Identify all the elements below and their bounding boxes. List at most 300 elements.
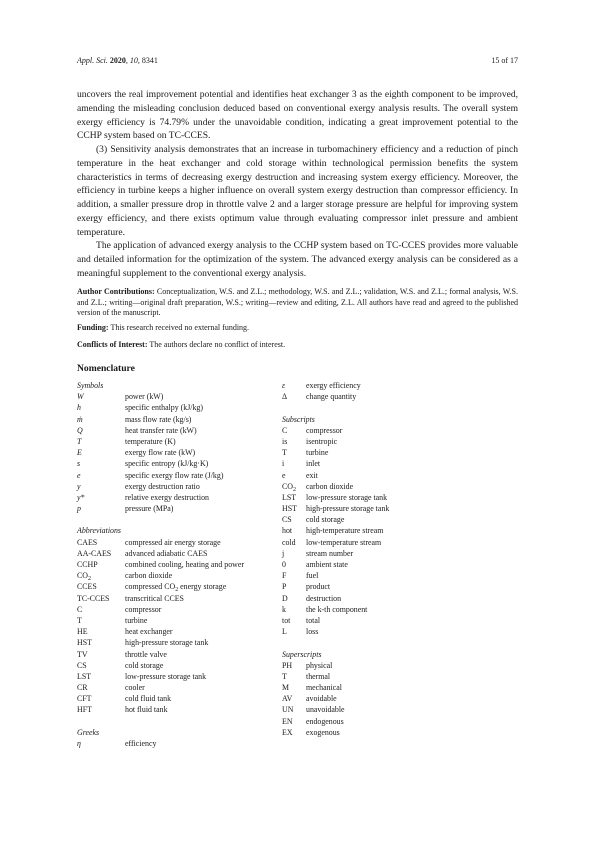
definition-text: product	[306, 582, 331, 592]
nomenclature-symbol	[77, 671, 91, 682]
nomenclature-definition	[125, 604, 161, 615]
nomenclature-entry	[282, 380, 518, 391]
definition-text: avoidable	[306, 694, 337, 704]
symbol-text: HST	[77, 638, 92, 648]
definition-text: temperature (K)	[125, 436, 176, 446]
nomenclature-definition	[306, 660, 332, 671]
definition-text: exergy destruction ratio	[125, 481, 200, 491]
symbol-text: AV	[282, 694, 293, 704]
nomenclature-symbol	[77, 425, 83, 436]
nomenclature-entry	[77, 458, 285, 469]
nomenclature-symbol	[77, 682, 88, 693]
symbol-text: hot	[282, 526, 293, 536]
nomenclature-symbol	[77, 738, 81, 749]
definition-text: total	[306, 615, 321, 625]
nomenclature-definition	[125, 537, 221, 548]
nomenclature-symbol	[77, 649, 88, 660]
nomenclature-symbol	[77, 458, 80, 469]
nomenclature-definition	[125, 615, 147, 626]
nomenclature-entry	[77, 704, 282, 715]
nomenclature-symbol	[77, 548, 111, 559]
conflicts-statement	[77, 340, 518, 351]
nomenclature-symbol	[282, 447, 287, 458]
definition-text: specific entropy (kJ/kg·K)	[125, 459, 209, 469]
nomenclature-symbol	[77, 637, 92, 648]
symbol-text: e	[77, 470, 81, 480]
nomenclature-definition	[125, 559, 244, 570]
nomenclature-symbol	[282, 671, 287, 682]
nomenclature-entry	[77, 615, 282, 626]
nomenclature-group-heading	[77, 727, 282, 738]
nomenclature-definition	[306, 391, 356, 402]
nomenclature-symbol	[282, 716, 293, 727]
definition-text: ambient state	[306, 560, 348, 569]
nomenclature-entry	[77, 492, 282, 503]
definition-text: exogenous	[306, 727, 340, 737]
nomenclature-symbol	[282, 380, 285, 391]
nomenclature-definition	[125, 503, 173, 514]
nomenclature-definition	[125, 425, 197, 436]
funding-text: This research received no external funding.	[110, 323, 250, 332]
symbol-text: PH	[282, 660, 293, 670]
nomenclature-definition	[125, 470, 223, 481]
nomenclature-symbol	[77, 581, 97, 592]
symbol-text: C	[77, 604, 83, 614]
nomenclature-definition	[125, 660, 163, 671]
definition-subscript: 2	[175, 587, 179, 594]
nomenclature-group-heading	[282, 649, 518, 660]
nomenclature-entry	[77, 660, 282, 671]
journal-name: Appl. Sci.	[77, 56, 108, 65]
definition-text: isentropic	[306, 436, 338, 446]
nomenclature-symbol	[282, 570, 286, 581]
symbol-text: T	[282, 671, 287, 681]
nomenclature-entry	[282, 604, 518, 615]
definition-text: compressed air energy storage	[125, 537, 221, 547]
definition-text: cold storage	[125, 660, 164, 670]
symbol-subscript: 2	[87, 576, 91, 583]
definition-text: hot fluid tank	[125, 705, 168, 715]
definition-text: low-temperature stream	[306, 537, 382, 547]
definition-text: high-temperature stream	[306, 526, 384, 536]
symbol-subscript: 2	[292, 486, 296, 493]
symbol-text: HST	[282, 504, 297, 514]
nomenclature-symbol	[77, 402, 81, 413]
symbol-text: EN	[282, 716, 293, 726]
nomenclature-entry	[282, 615, 518, 626]
nomenclature-definition	[125, 402, 203, 413]
definition-text: cooler	[125, 683, 145, 693]
nomenclature-entry	[282, 525, 518, 536]
definition-text: advanced adiabatic CAES	[125, 548, 208, 558]
definition-text: turbine	[306, 448, 329, 458]
nomenclature-right-column	[282, 380, 518, 738]
nomenclature-symbol	[282, 391, 287, 402]
nomenclature-entry	[77, 414, 282, 425]
nomenclature-symbol	[282, 682, 289, 693]
definition-text: high-pressure storage tank	[306, 504, 390, 514]
author-contributions-label: Author Contributions:	[77, 287, 155, 296]
conclusions-text	[77, 88, 518, 281]
symbol-text: T	[282, 448, 287, 458]
nomenclature-symbol	[282, 581, 286, 592]
nomenclature-definition	[306, 380, 361, 391]
symbol-text: LST	[282, 492, 297, 502]
journal-volume: 10	[129, 56, 138, 65]
nomenclature-definition	[125, 637, 208, 648]
nomenclature-entry	[282, 391, 518, 402]
nomenclature-definition	[125, 693, 171, 704]
symbol-text: CO	[282, 481, 293, 491]
definition-text: heat exchanger	[125, 627, 173, 637]
nomenclature-definition	[306, 604, 367, 615]
symbol-text: j	[282, 548, 285, 558]
nomenclature-entry	[282, 447, 518, 458]
nomenclature-symbol	[282, 693, 292, 704]
nomenclature-symbol	[77, 537, 97, 548]
nomenclature-definition	[125, 458, 208, 469]
nomenclature-entry	[77, 548, 285, 559]
group-label: Superscripts	[282, 649, 322, 659]
nomenclature-symbol	[282, 514, 292, 525]
symbol-text: EX	[282, 727, 293, 737]
nomenclature-entry	[77, 738, 282, 749]
symbol-text: η	[77, 739, 81, 748]
nomenclature-definition	[306, 615, 320, 626]
definition-text: power (kW)	[125, 392, 164, 402]
nomenclature-definition	[306, 593, 341, 604]
nomenclature-entry	[282, 503, 518, 514]
symbol-text: HFT	[77, 705, 92, 715]
nomenclature-symbol	[77, 660, 87, 671]
nomenclature-entry	[282, 704, 518, 715]
definition-text: efficiency	[125, 739, 157, 748]
nomenclature-entry	[77, 626, 282, 637]
definition-text: inlet	[306, 459, 321, 469]
nomenclature-symbol	[282, 626, 287, 637]
symbol-text: p	[77, 504, 81, 514]
nomenclature-symbol	[77, 414, 83, 425]
symbol-text: y	[77, 481, 81, 491]
definition-text: mass flow rate (kg/s)	[125, 414, 192, 424]
symbol-text: CS	[77, 660, 87, 670]
nomenclature-symbol	[77, 604, 82, 615]
nomenclature-entry	[77, 436, 282, 447]
definition-text: compressed CO	[125, 582, 176, 592]
nomenclature-group-heading	[77, 525, 282, 536]
definition-text: high-pressure storage tank	[125, 638, 209, 648]
definition-text: unavoidable	[306, 705, 345, 715]
nomenclature-definition	[125, 391, 163, 402]
nomenclature-symbol	[282, 481, 296, 492]
definition-text: relative exergy destruction	[125, 492, 209, 502]
nomenclature-definition	[125, 581, 226, 592]
nomenclature-symbol	[77, 593, 109, 604]
nomenclature-definition	[306, 671, 330, 682]
definition-text: thermal	[306, 671, 331, 681]
symbol-text: UN	[282, 705, 294, 715]
symbol-text: E	[77, 448, 82, 458]
nomenclature-definition	[306, 559, 348, 570]
nomenclature-symbol	[77, 704, 92, 715]
definition-text: exergy flow rate (kW)	[125, 448, 196, 458]
symbol-text: C	[282, 425, 288, 435]
nomenclature-entry	[77, 391, 282, 402]
definition-text: pressure (MPa)	[125, 504, 174, 514]
nomenclature-definition	[125, 492, 209, 503]
nomenclature-entry	[282, 537, 518, 548]
nomenclature-entry	[77, 570, 282, 581]
nomenclature-entry	[282, 436, 518, 447]
nomenclature-symbol	[282, 503, 297, 514]
nomenclature-entry	[77, 581, 282, 592]
symbol-text: CFT	[77, 694, 92, 704]
group-label: Symbols	[77, 381, 104, 390]
nomenclature-group-heading	[282, 414, 518, 425]
definition-text: compressor	[125, 604, 162, 614]
symbol-text: CAES	[77, 537, 98, 547]
nomenclature-symbol	[77, 615, 82, 626]
symbol-text: tot	[282, 615, 291, 625]
nomenclature-symbol	[282, 470, 286, 481]
definition-text: cold storage	[306, 515, 345, 525]
nomenclature-entry	[282, 716, 518, 727]
nomenclature-entry	[282, 458, 518, 469]
nomenclature-symbol	[77, 492, 84, 503]
definition-text: turbine	[125, 615, 148, 625]
nomenclature-symbol	[282, 615, 290, 626]
nomenclature-entry	[77, 481, 282, 492]
group-label: Subscripts	[282, 414, 315, 424]
nomenclature-entry	[282, 570, 518, 581]
author-contributions-text: Conceptualization, W.S. and Z.L.; methodology, W.S. and Z.L.; validation, W.S. and Z.L.; formal analysis, W.S. and Z.L.; writing—original draft preparation, W.S.; writing—review and editing, Z.L. All authors have read and agreed to the published version of the manuscript.	[77, 287, 518, 317]
definition-text: destruction	[306, 593, 342, 603]
definition-text: mechanical	[306, 683, 342, 693]
definition-text: endogenous	[306, 716, 344, 726]
symbol-text: i	[282, 459, 285, 469]
symbol-text: CS	[282, 515, 292, 525]
nomenclature-symbol	[77, 436, 81, 447]
definition-text: low-pressure storage tank	[125, 671, 207, 681]
nomenclature-symbol	[282, 559, 286, 570]
nomenclature-definition	[125, 570, 172, 581]
nomenclature-entry	[282, 470, 518, 481]
nomenclature-entry	[282, 425, 518, 436]
nomenclature-definition	[125, 548, 207, 559]
nomenclature-symbol	[282, 548, 284, 559]
symbol-text: h	[77, 403, 81, 413]
definition-text: combined cooling, heating and power	[125, 560, 244, 569]
nomenclature-entry	[282, 693, 518, 704]
definition-text: exit	[306, 470, 318, 480]
symbol-text: T	[77, 615, 82, 625]
definition-text: exergy efficiency	[306, 381, 361, 390]
nomenclature-definition	[125, 682, 145, 693]
nomenclature-symbol	[282, 660, 292, 671]
symbol-text: W	[77, 392, 84, 402]
nomenclature-definition	[306, 581, 330, 592]
symbol-text: HE	[77, 627, 88, 637]
definition-text: specific enthalpy (kJ/kg)	[125, 403, 204, 413]
symbol-text: is	[282, 436, 288, 446]
nomenclature-definition	[306, 570, 318, 581]
nomenclature-entry	[77, 470, 282, 481]
nomenclature-symbol	[282, 727, 293, 738]
nomenclature-symbol	[282, 593, 288, 604]
nomenclature-definition	[125, 671, 206, 682]
nomenclature-entry	[282, 514, 518, 525]
nomenclature-definition	[125, 704, 168, 715]
nomenclature-entry	[77, 593, 282, 604]
definition-suffix: energy storage	[178, 582, 227, 592]
conflicts-text: The authors declare no conflict of interest.	[149, 340, 286, 349]
nomenclature-symbol	[282, 525, 292, 536]
nomenclature-entry	[282, 593, 518, 604]
nomenclature-definition	[306, 727, 340, 738]
nomenclature-symbol	[282, 704, 293, 715]
nomenclature-symbol	[282, 436, 287, 447]
group-label: Greeks	[77, 727, 100, 737]
spacer	[77, 716, 282, 727]
running-header: Appl. Sci. 2020, 10, 8341 15 of 17	[77, 56, 518, 65]
journal-year: 2020	[109, 56, 126, 65]
spacer	[282, 637, 518, 648]
funding-statement	[77, 323, 518, 334]
nomenclature-definition	[125, 447, 195, 458]
nomenclature-symbol	[282, 458, 284, 469]
nomenclature-symbol	[77, 503, 81, 514]
paragraph: uncovers the real improvement potential and identifies heat exchanger 3 as the eighth component to be improved, amending the misleading conclusion deduced based on conventional exergy analysis results. The overall system exergy efficiency is 74.79% under the unavoidable condition, indicating a great improvement potential to the CCHP system based on TC-CCES.	[77, 89, 518, 142]
symbol-text: CCHP	[77, 560, 98, 569]
symbol-text: Δ	[282, 392, 288, 402]
symbol-text: AA-CAES	[77, 548, 112, 558]
nomenclature-definition	[125, 436, 176, 447]
symbol-text: LST	[77, 671, 92, 681]
symbol-text: k	[282, 604, 286, 614]
definition-text: throttle valve	[125, 649, 167, 659]
nomenclature-definition	[306, 716, 344, 727]
nomenclature-group-heading	[77, 380, 282, 391]
definition-text: fuel	[306, 571, 319, 581]
nomenclature-symbol	[282, 492, 296, 503]
symbol-text: e	[282, 470, 286, 480]
nomenclature-entry	[77, 559, 282, 570]
nomenclature-definition	[306, 503, 389, 514]
nomenclature-entry	[282, 626, 518, 637]
symbol-text: ε	[282, 381, 286, 390]
symbol-text: T	[77, 436, 82, 446]
paragraph: (3) Sensitivity analysis demonstrates that an increase in turbomachinery efficiency and a reduction of pinch temperature in the heat exchanger and cold storage within technological permission benefits the system characteristics in terms of decreasing exergy destruction and increasing system exergy efficiency. Moreover, the efficiency in turbine keeps a higher influence on overall system exergy destruction than compressor efficiency. In addition, a smaller pressure drop in throttle valve 2 and a larger storage pressure are helpful for improving system exergy efficiency, and there exists optimum value through evaluating compressor inlet pressure and ambient temperature.	[77, 144, 518, 238]
nomenclature-entry	[77, 503, 282, 514]
nomenclature-definition	[306, 525, 383, 536]
symbol-text: L	[282, 627, 287, 637]
nomenclature-entry	[282, 727, 518, 738]
paragraph: The application of advanced exergy analysis to the CCHP system based on TC-CCES provides more valuable and detailed information for the optimization of the system. The advanced exergy analysis can be considered as a meaningful supplement to the conventional exergy analysis.	[77, 240, 518, 279]
definition-text: transcritical CCES	[125, 593, 184, 603]
spacer	[282, 402, 518, 413]
nomenclature-entry	[77, 447, 282, 458]
funding-label: Funding:	[77, 323, 109, 332]
nomenclature-entry	[77, 693, 282, 704]
nomenclature-definition	[125, 649, 167, 660]
nomenclature-symbol	[77, 481, 81, 492]
symbol-text: ṁ	[77, 414, 83, 424]
nomenclature-symbol	[77, 391, 84, 402]
definition-text: cold fluid tank	[125, 694, 172, 704]
page-number: 15 of 17	[491, 56, 518, 65]
nomenclature-entry	[77, 604, 282, 615]
nomenclature-symbol	[282, 537, 296, 548]
nomenclature-definition	[125, 481, 200, 492]
symbol-text: y*	[77, 492, 85, 502]
nomenclature-symbol	[282, 425, 287, 436]
symbol-text: CR	[77, 683, 88, 693]
nomenclature-entry	[77, 425, 282, 436]
definition-text: the k-th component	[306, 604, 368, 614]
nomenclature-entry	[282, 682, 518, 693]
nomenclature-definition	[306, 425, 342, 436]
definition-text: specific exergy flow rate (J/kg)	[125, 470, 224, 480]
symbol-text: Q	[77, 425, 83, 435]
spacer	[77, 514, 282, 525]
group-label: Abbreviations	[77, 526, 121, 536]
definition-text: loss	[306, 627, 319, 637]
symbol-text: M	[282, 683, 290, 693]
nomenclature-definition	[306, 470, 318, 481]
nomenclature-entry	[77, 649, 282, 660]
nomenclature-definition	[306, 626, 318, 637]
nomenclature-entry	[282, 548, 518, 559]
nomenclature-entry	[282, 492, 518, 503]
nomenclature-symbol	[77, 626, 88, 637]
nomenclature-title: Nomenclature	[77, 363, 135, 374]
nomenclature-symbol	[77, 559, 98, 570]
symbol-text: P	[282, 582, 287, 592]
definition-text: carbon dioxide	[125, 571, 173, 581]
nomenclature-symbol	[77, 570, 91, 581]
nomenclature-definition	[306, 492, 387, 503]
definition-text: compressor	[306, 425, 343, 435]
symbol-text: cold	[282, 537, 296, 547]
author-contributions	[77, 287, 518, 319]
nomenclature-entry	[282, 481, 518, 492]
symbol-text: TC-CCES	[77, 593, 110, 603]
nomenclature-definition	[125, 738, 156, 749]
nomenclature-definition	[125, 626, 173, 637]
nomenclature-definition	[306, 514, 344, 525]
article-number: 8341	[141, 56, 158, 65]
nomenclature-entry	[282, 671, 518, 682]
definition-text: low-pressure storage tank	[306, 492, 388, 502]
nomenclature-entry	[282, 581, 518, 592]
nomenclature-definition	[306, 704, 345, 715]
symbol-text: 0	[282, 560, 286, 569]
nomenclature-definition	[306, 447, 328, 458]
nomenclature-entry	[282, 559, 518, 570]
nomenclature-symbol	[282, 604, 286, 615]
nomenclature-definition	[306, 436, 337, 447]
nomenclature-definition	[306, 458, 320, 469]
nomenclature-entry	[77, 402, 282, 413]
nomenclature-definition	[306, 682, 342, 693]
symbol-text: F	[282, 571, 287, 581]
nomenclature-entry	[77, 537, 282, 548]
symbol-text: CO	[77, 571, 88, 581]
nomenclature-symbol	[77, 447, 82, 458]
nomenclature-entry	[282, 660, 518, 671]
nomenclature-entry	[77, 637, 282, 648]
symbol-text: s	[77, 459, 81, 469]
